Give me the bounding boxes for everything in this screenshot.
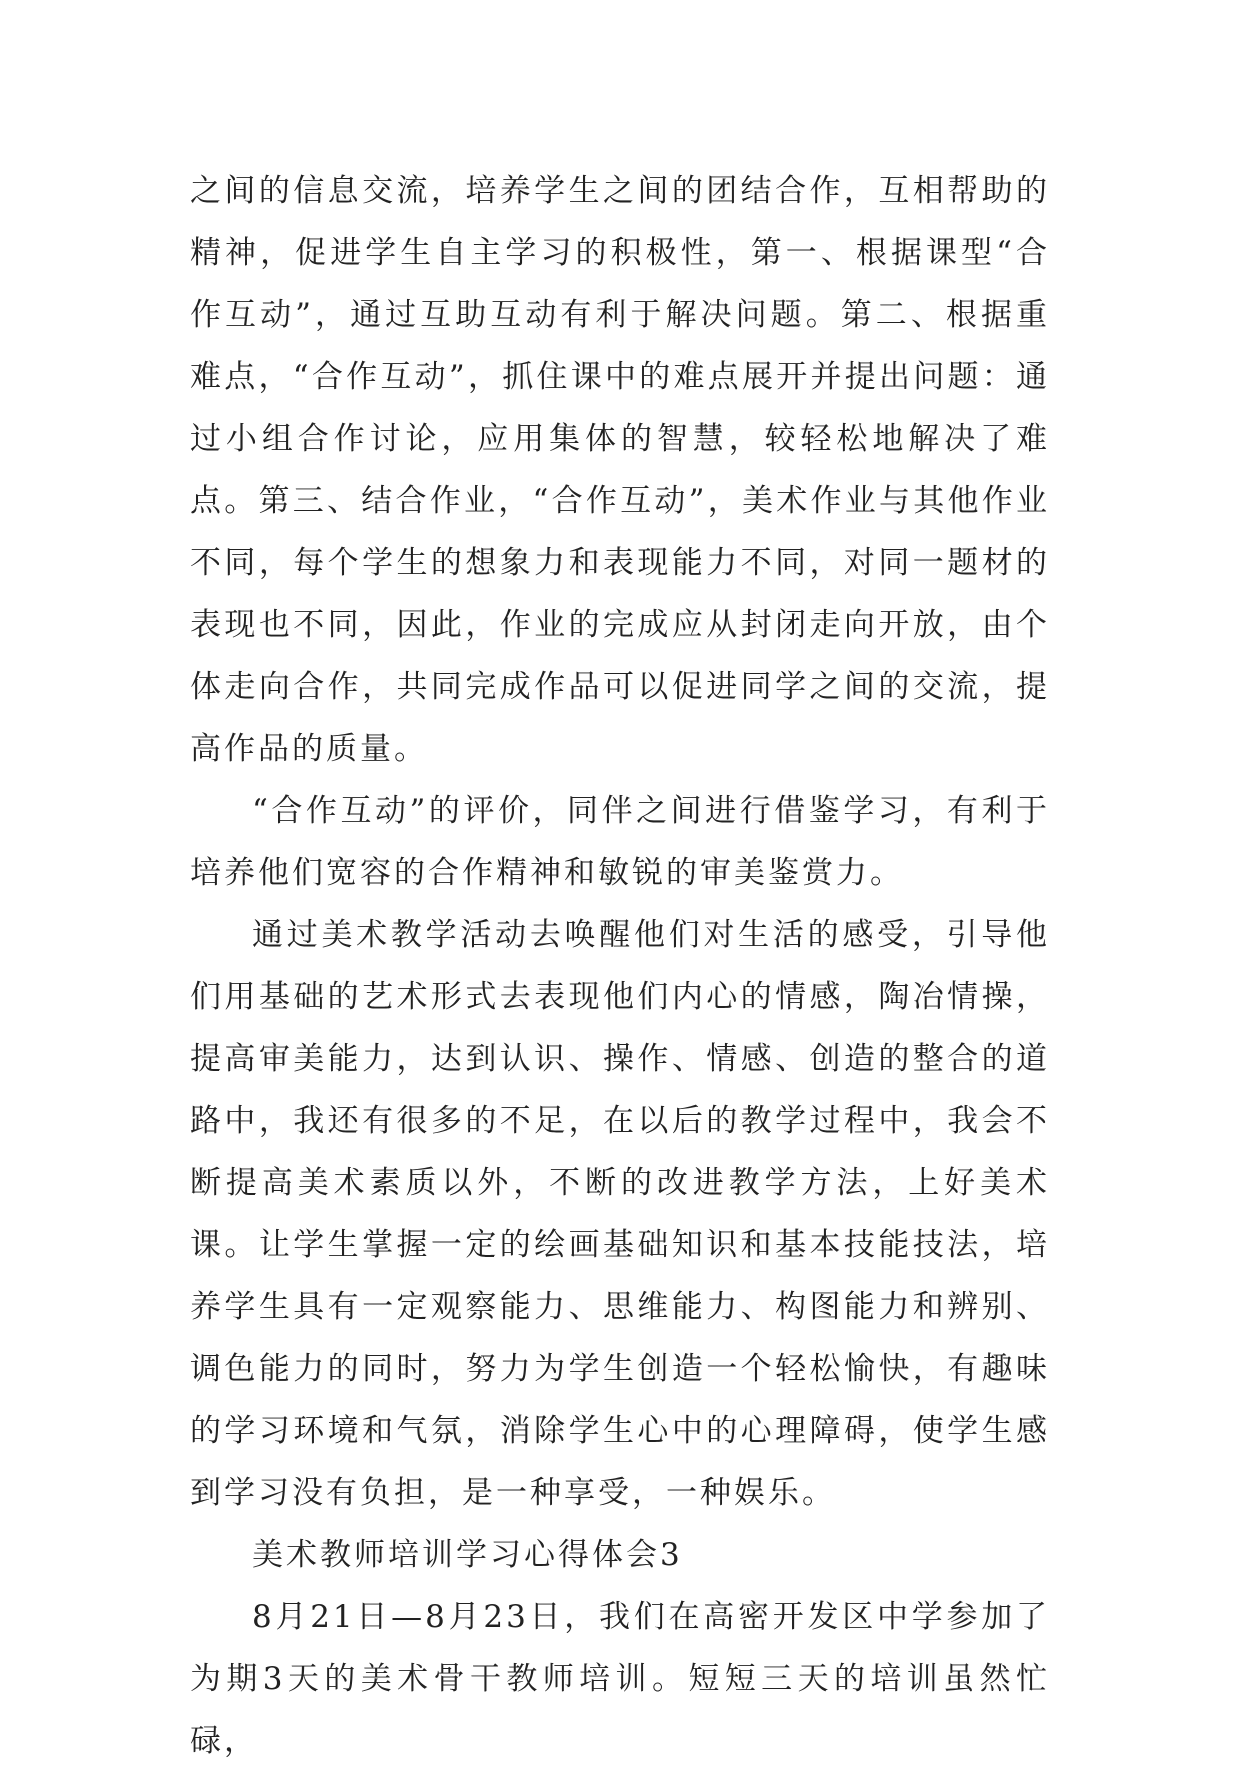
paragraph-1: 之间的信息交流，培养学生之间的团结合作，互相帮助的精神，促进学生自主学习的积极性，第一、根据课型“合作互动”，通过互助互动有利于解决问题。第二、根据重难点，“合作互动”，抓住课中的难点展开并提出问题：通过小组合作讨论，应用集体的智慧，较轻松地解决了难点。第三、结合作业，“合作互动”，美术作业与其他作业不同，每个学生的想象力和表现能力不同，对同一题材的表现也不同，因此，作业的完成应从封闭走向开放，由个体走向合作，共同完成作品可以促进同学之间的交流，提高作品的质量。: [190, 173, 1050, 767]
section-heading: 美术教师培训学习心得体会3: [252, 1537, 683, 1573]
paragraph-3: 通过美术教学活动去唤醒他们对生活的感受，引导他们用基础的艺术形式去表现他们内心的情感，陶冶情操，提高审美能力，达到认识、操作、情感、创造的整合的道路中，我还有很多的不足，在以后的教学过程中，我会不断提高美术素质以外，不断的改进教学方法，上好美术课。让学生掌握一定的绘画基础知识和基本技能技法，培养学生具有一定观察能力、思维能力、构图能力和辨别、调色能力的同时，努力为学生创造一个轻松愉快，有趣味的学习环境和气氛，消除学生心中的心理障碍，使学生感到学习没有负担，是一种享受，一种娱乐。: [190, 917, 1050, 1511]
paragraph-2: “合作互动”的评价，同伴之间进行借鉴学习，有利于培养他们宽容的合作精神和敏锐的审美鉴赏力。: [190, 793, 1050, 891]
document-body: [190, 160, 1050, 1772]
paragraph-4: 8月21日—8月23日，我们在高密开发区中学参加了为期3天的美术骨干教师培训。短短三天的培训虽然忙碌，: [190, 1599, 1050, 1759]
